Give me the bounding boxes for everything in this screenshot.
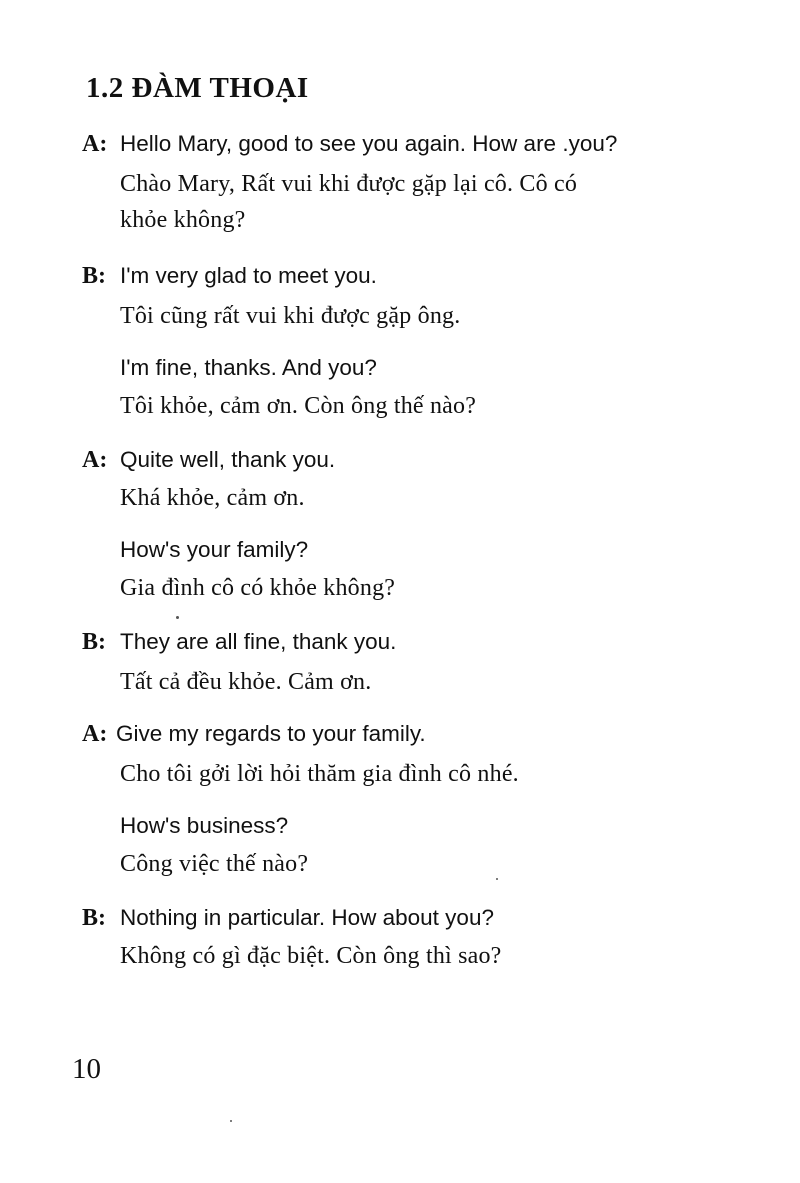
dialogue-vietnamese-line: Công việc thế nào? — [120, 851, 309, 877]
speaker-label: B: — [82, 263, 106, 289]
scan-speck — [176, 616, 179, 619]
dialogue-english-line: Give my regards to your family. — [116, 721, 426, 746]
speaker-label: A: — [82, 447, 108, 473]
dialogue-vietnamese-line: Tôi cũng rất vui khi được gặp ông. — [120, 303, 461, 329]
dialogue-english-line: How's your family? — [120, 537, 309, 562]
dialogue-english-line: I'm fine, thanks. And you? — [120, 355, 377, 380]
dialogue-english-line: I'm very glad to meet you. — [120, 263, 377, 288]
dialogue-vietnamese-line: Tất cả đều khỏe. Cảm ơn. — [120, 669, 372, 695]
speaker-label: A: — [82, 131, 108, 157]
speaker-label: A: — [82, 721, 108, 747]
dialogue-vietnamese-line: Gia đình cô có khỏe không? — [120, 575, 396, 601]
dialogue-english-line: Quite well, thank you. — [120, 447, 336, 472]
dialogue-english-line: How's business? — [120, 813, 289, 838]
scan-speck — [230, 1120, 232, 1122]
section-heading: 1.2 ĐÀM THOẠI — [86, 72, 309, 104]
scan-speck — [496, 878, 498, 880]
page-number: 10 — [72, 1053, 101, 1085]
dialogue-vietnamese-line: Chào Mary, Rất vui khi được gặp lại cô. Cô có — [120, 171, 578, 197]
dialogue-english-line: They are all fine, thank you. — [120, 629, 397, 654]
speaker-label: B: — [82, 629, 106, 655]
dialogue-vietnamese-line: Tôi khỏe, cảm ơn. Còn ông thế nào? — [120, 393, 477, 419]
dialogue-english-line: Nothing in particular. How about you? — [120, 905, 494, 930]
dialogue-english-line: Hello Mary, good to see you again. How are .you? — [120, 131, 618, 156]
speaker-label: B: — [82, 905, 106, 931]
dialogue-vietnamese-line: Cho tôi gởi lời hỏi thăm gia đình cô nhé. — [120, 761, 519, 787]
dialogue-vietnamese-line: Khá khỏe, cảm ơn. — [120, 485, 305, 511]
dialogue-vietnamese-line: khỏe không? — [120, 207, 246, 233]
dialogue-vietnamese-line: Không có gì đặc biệt. Còn ông thì sao? — [120, 943, 502, 969]
